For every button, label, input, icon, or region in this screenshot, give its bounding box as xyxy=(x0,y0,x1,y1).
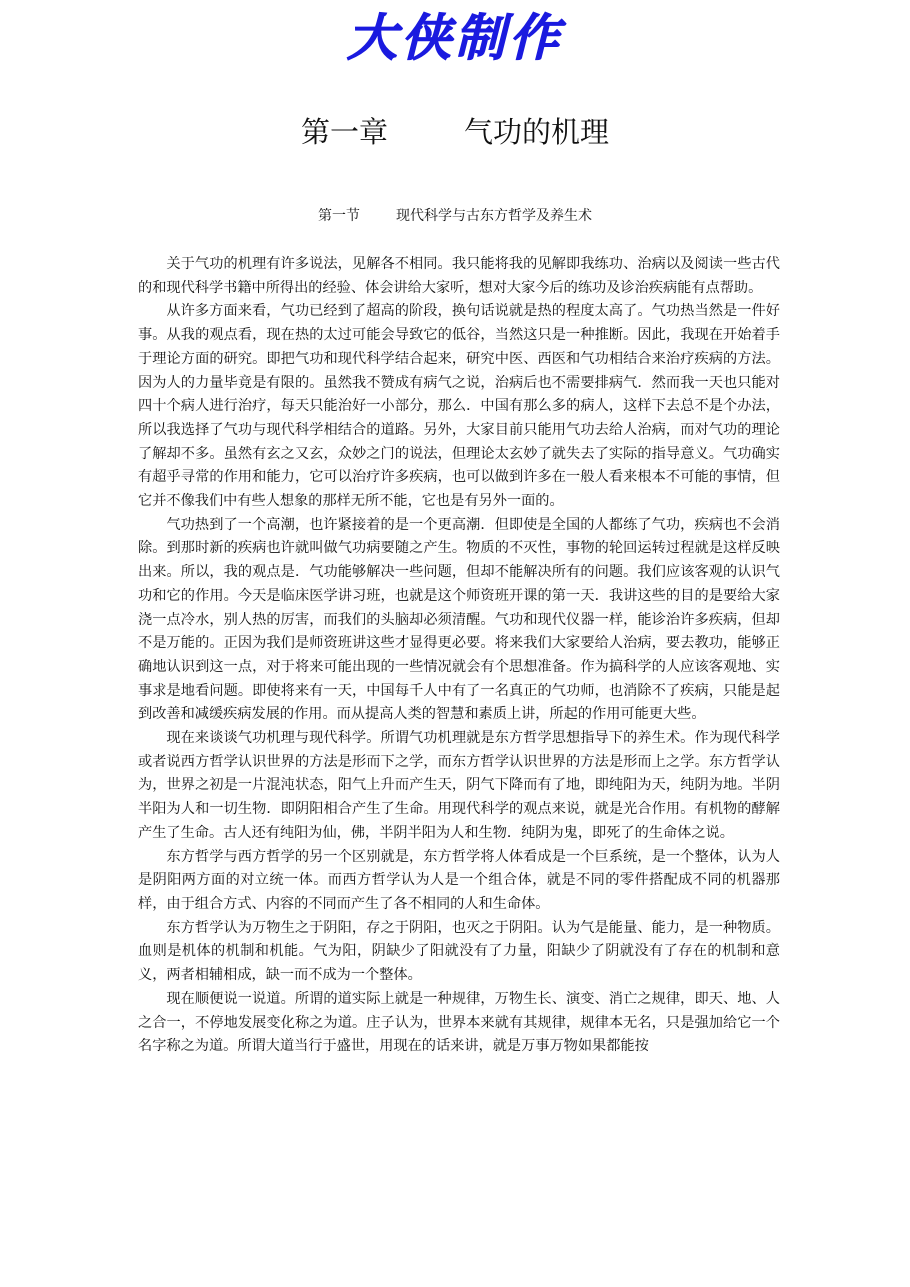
section-name: 现代科学与古东方哲学及养生术 xyxy=(396,208,592,224)
banner-title: 大侠制作 xyxy=(347,9,563,67)
body-text xyxy=(138,253,780,1059)
paragraph: 东方哲学认为万物生之于阴阳，存之于阴阳，也灭之于阴阳。认为气是能量、能力，是一种物质。血则是机体的机制和机能。气为阳，阴缺少了阳就没有了力量，阳缺少了阴就没有了存在的机制和意义，两者相辅相成，缺一而不成为一个整体。 xyxy=(138,919,780,984)
paragraph: 现在顺便说一说道。所谓的道实际上就是一种规律，万物生长、演变、消亡之规律，即天、地、人之合一，不停地发展变化称之为道。庄子认为，世界本来就有其规律，规律本无名，只是强加给它一个名字称之为道。所谓大道当行于盛世，用现在的话来讲，就是万事万物如果都能按 xyxy=(138,990,780,1055)
paragraph: 现在来谈谈气功机理与现代科学。所谓气功机理就是东方哲学思想指导下的养生术。作为现代科学或者说西方哲学认识世界的方法是形而下之学，而东方哲学认识世界的方法是形而上之学。东方哲学认为，世界之初是一片混沌状态，阳气上升而产生天，阴气下降而有了地，即纯阳为天，纯阴为地。半阴半阳为人和一切生物．即阴阳相合产生了生命。用现代科学的观点来说，就是光合作用。有机物的酵解产生了生命。古人还有纯阳为仙，佛，半阴半阳为人和生物．纯阴为鬼，即死了的生命体之说。 xyxy=(138,730,780,841)
paragraph: 从许多方面来看，气功已经到了超高的阶段，换句话说就是热的程度太高了。气功热当然是一件好事。从我的观点看，现在热的太过可能会导致它的低谷，当然这只是一种推断。因此，我现在开始着手于理论方面的研究。即把气功和现代科学结合起来，研究中医、西医和气功相结合来治疗疾病的方法。因为人的力量毕竟是有限的。虽然我不赞成有病气之说，治病后也不需要排病气．然而我一天也只能对四十个病人进行治疗，每天只能治好一小部分，那么．中国有那么多的病人，这样下去总不是个办法，所以我选择了气功与现代科学相结合的道路。另外，大家目前只能用气功去给人治病，而对气功的理论了解却不多。虽然有玄之又玄，众妙之门的说法，但理论太玄妙了就失去了实际的指导意义。气功确实有超乎寻常的作用和能力，它可以治疗许多疾病，也可以做到许多在一般人看来根本不可能的事情，但它并不像我们中有些人想象的那样无所不能，它也是有另外一面的。 xyxy=(138,303,780,510)
section-number: 第一节 xyxy=(318,208,360,224)
paragraph: 关于气功的机理有许多说法，见解各不相同。我只能将我的见解即我练功、治病以及阅读一些古代的和现代科学书籍中所得出的经验、体会讲给大家听，想对大家今后的练功及诊治疾病能有点帮助。 xyxy=(138,256,780,296)
paragraph: 气功热到了一个高潮，也许紧接着的是一个更高潮．但即使是全国的人都练了气功，疾病也不会消除。到那时新的疾病也许就叫做气功病要随之产生。物质的不灭性，事物的轮回运转过程就是这样反映出来。所以，我的观点是．气功能够解决一些问题，但却不能解决所有的问题。我们应该客观的认识气功和它的作用。今天是临床医学讲习班，也就是这个师资班开课的第一天．我讲这些的目的是要给大家浇一点冷水，别人热的厉害，而我们的头脑却必须清醒。气功和现代仪器一样，能诊治许多疾病，但却不是万能的。正因为我们是师资班讲这些才显得更必要。将来我们大家要给人治病，要去教功，能够正确地认识到这一点，对于将来可能出现的一些情况就会有个思想准备。作为搞科学的人应该客观地、实事求是地看问题。即使将来有一天，中国每千人中有了一名真正的气功师，也消除不了疾病，只能是起到改善和减缓疾病发展的作用。而从提高人类的智慧和素质上讲，所起的作用可能更大些。 xyxy=(138,516,780,723)
chapter-name: 气功的机理 xyxy=(464,115,610,149)
chapter-title xyxy=(0,112,910,152)
section-title xyxy=(0,205,910,227)
chapter-number: 第一章 xyxy=(300,115,388,149)
paragraph: 东方哲学与西方哲学的另一个区别就是，东方哲学将人体看成是一个巨系统，是一个整体，认为人是阴阳两方面的对立统一体。而西方哲学认为人是一个组合体，就是不同的零件搭配成不同的机器那样，由于组合方式、内容的不同而产生了各不相同的人和生命体。 xyxy=(138,848,780,912)
